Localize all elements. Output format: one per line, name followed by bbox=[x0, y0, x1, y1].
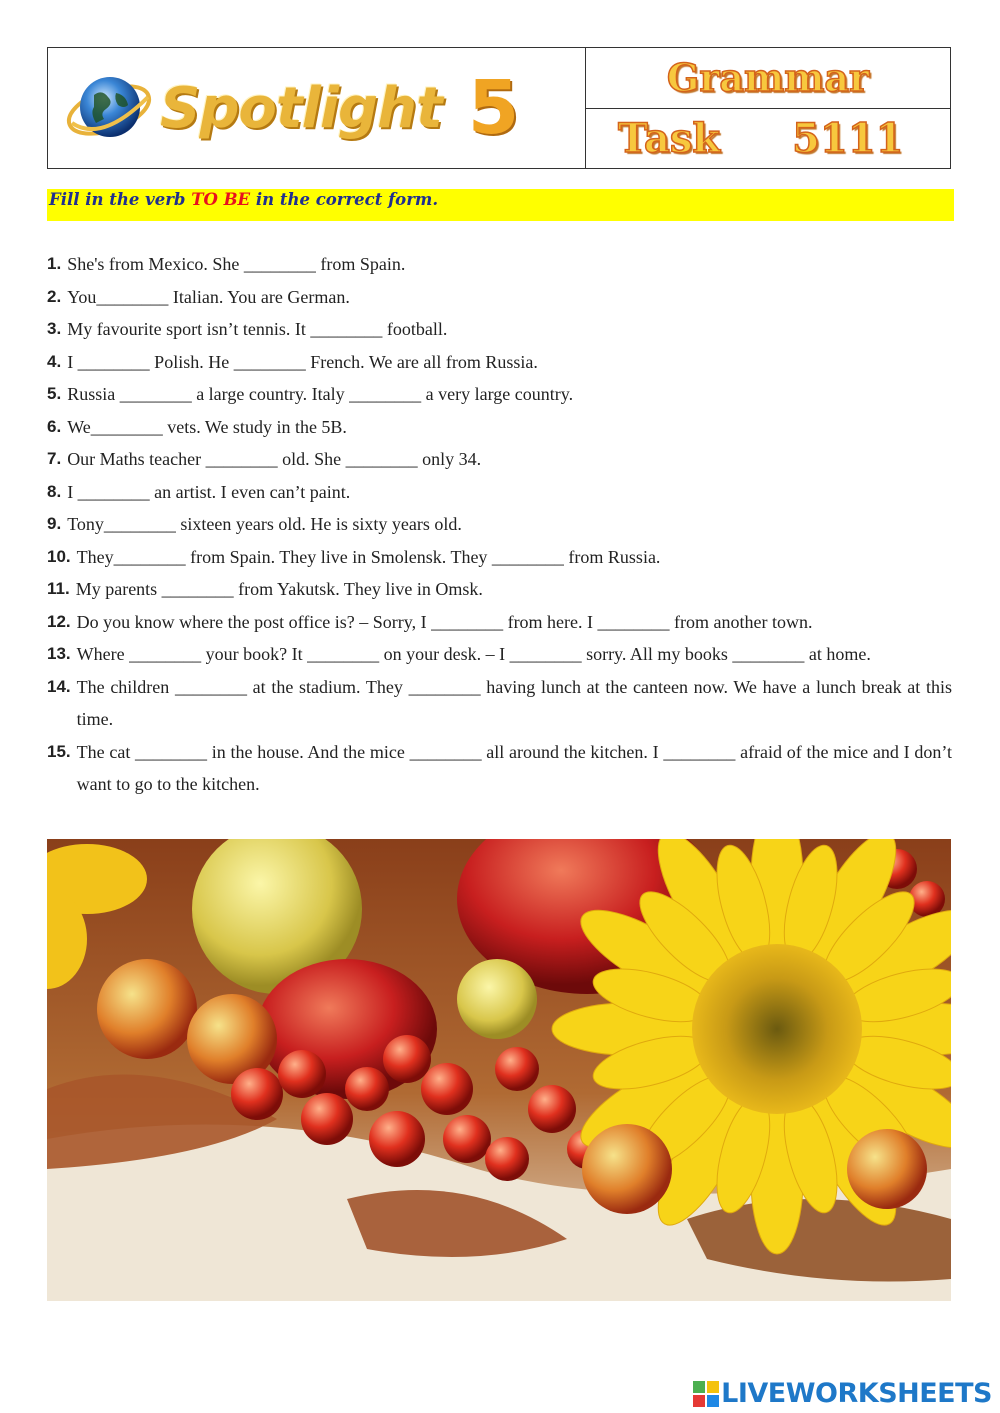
autumn-fruit-sunflower-image bbox=[47, 839, 951, 1301]
exercise-list bbox=[47, 248, 952, 801]
exercise-number: 7. bbox=[47, 449, 62, 468]
exercise-item bbox=[47, 248, 952, 281]
exercise-item bbox=[47, 411, 952, 444]
exercise-item bbox=[47, 541, 952, 574]
exercise-text: The children ________ at the stadium. They ________ having lunch at the canteen now. We have a lunch break at this time. bbox=[76, 676, 952, 729]
exercise-number: 4. bbox=[47, 351, 62, 371]
exercise-number: 5. bbox=[47, 384, 62, 403]
exercise-item bbox=[47, 638, 952, 671]
exercise-number: 11. bbox=[47, 579, 70, 598]
exercise-item bbox=[47, 573, 952, 606]
exercise-number: 2. bbox=[47, 286, 62, 306]
exercise-text: Tony________ sixteen years old. He is sixty years old. bbox=[67, 514, 462, 534]
exercise-item bbox=[47, 443, 952, 476]
exercise-item bbox=[47, 378, 952, 411]
exercise-text: The cat ________ in the house. And the mice ________ all around the kitchen. I ________ afraid of the mice and I don’t want to go to the kitchen. bbox=[76, 741, 952, 794]
exercise-item bbox=[47, 736, 952, 801]
logo-number: 5 bbox=[467, 65, 520, 151]
exercise-number: 12. bbox=[47, 611, 71, 631]
exercise-item bbox=[47, 508, 952, 541]
spotlight-logo bbox=[48, 48, 586, 168]
exercise-number: 1. bbox=[47, 254, 62, 273]
globe-icon bbox=[64, 63, 154, 153]
exercise-text: My favourite sport isn’t tennis. It ________ football. bbox=[67, 319, 448, 339]
exercise-number: 10. bbox=[47, 546, 71, 566]
exercise-text: Where ________ your book? It ________ on your desk. – I ________ sorry. All my books ________ at home. bbox=[76, 644, 871, 664]
exercise-number: 15. bbox=[47, 741, 71, 761]
exercise-number: 9. bbox=[47, 514, 62, 533]
instruction-text-end: in the correct form. bbox=[250, 190, 439, 209]
instruction-banner bbox=[47, 189, 954, 221]
exercise-text: They________ from Spain. They live in Smolensk. They ________ from Russia. bbox=[76, 546, 661, 567]
instruction-text: Fill in the verb bbox=[49, 190, 192, 209]
exercise-text: Do you know where the post office is? – Sorry, I ________ from here. I ________ from another town. bbox=[76, 611, 813, 632]
exercise-text: Russia ________ a large country. Italy ________ a very large country. bbox=[67, 384, 574, 404]
exercise-number: 13. bbox=[47, 644, 71, 663]
exercise-text: We________ vets. We study in the 5B. bbox=[67, 416, 347, 437]
exercise-text: You________ Italian. You are German. bbox=[67, 286, 350, 307]
exercise-item bbox=[47, 606, 952, 639]
liveworksheets-brand: LIVEWORKSHEETS bbox=[721, 1378, 992, 1409]
exercise-item bbox=[47, 346, 952, 379]
exercise-text: I ________ Polish. He ________ French. We are all from Russia. bbox=[67, 351, 538, 372]
exercise-number: 3. bbox=[47, 319, 62, 338]
exercise-item bbox=[47, 671, 952, 736]
liveworksheets-icon bbox=[693, 1381, 719, 1407]
instruction-highlight: TO BE bbox=[191, 190, 251, 209]
grammar-title: Grammar bbox=[586, 48, 950, 109]
exercise-text: I ________ an artist. I even can’t paint. bbox=[67, 481, 351, 502]
task-number: 5111 bbox=[792, 114, 904, 162]
logo-text: Spotlight bbox=[160, 75, 442, 141]
exercise-text: Our Maths teacher ________ old. She ________ only 34. bbox=[67, 449, 482, 469]
task-label: Task bbox=[618, 114, 721, 162]
exercise-text: My parents ________ from Yakutsk. They live in Omsk. bbox=[75, 579, 483, 599]
exercise-number: 6. bbox=[47, 416, 62, 436]
exercise-text: She's from Mexico. She ________ from Spain. bbox=[67, 254, 406, 274]
exercise-number: 8. bbox=[47, 481, 62, 501]
exercise-item bbox=[47, 313, 952, 346]
task-title bbox=[586, 109, 950, 169]
exercise-number: 14. bbox=[47, 676, 71, 696]
title-cell bbox=[586, 48, 950, 168]
exercise-item bbox=[47, 476, 952, 509]
liveworksheets-logo bbox=[693, 1378, 992, 1409]
worksheet-header bbox=[47, 47, 951, 169]
exercise-item bbox=[47, 281, 952, 314]
